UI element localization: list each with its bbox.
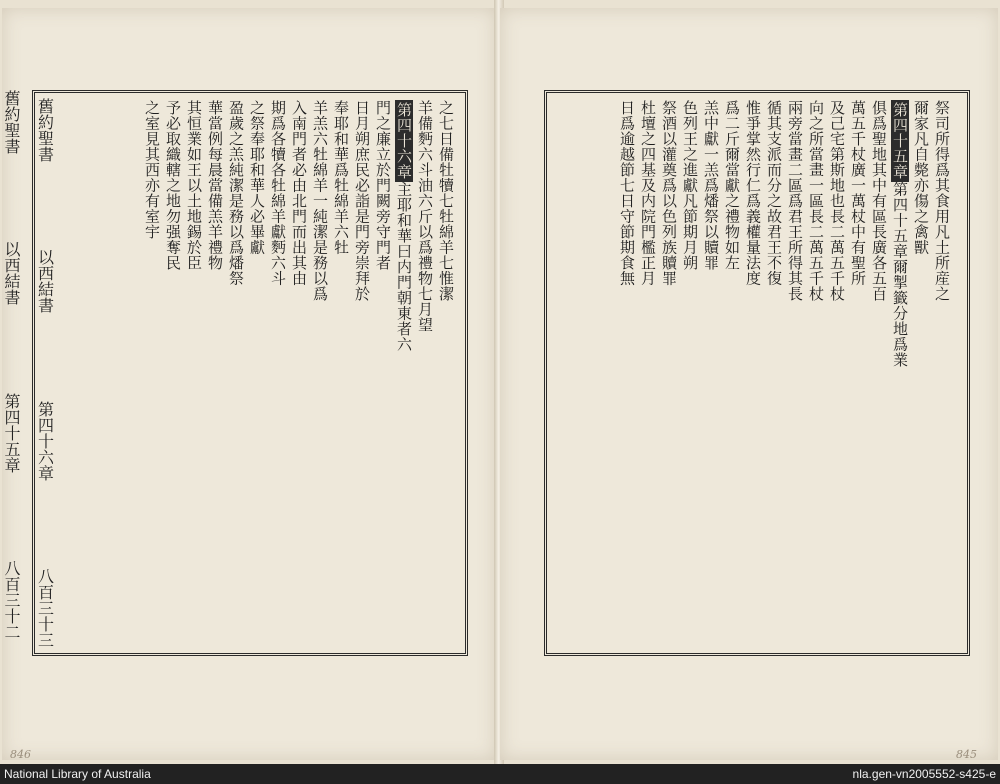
text-column: 杜壇之四基及内院門檻正月 <box>639 100 657 286</box>
left-page-number: 八百三十三 <box>35 567 55 648</box>
right-margin-column <box>0 90 23 640</box>
text-column: 盈歲之羔純潔是務以爲燔祭 <box>227 100 245 286</box>
text-column: 羔中獻一羔爲燔祭以贖罪 <box>702 100 720 271</box>
right-chapter-label: 第四十五章 <box>2 392 21 473</box>
text-column: 門之廉立於門闕旁守門者 <box>374 100 392 271</box>
left-chapter-label: 第四十六章 <box>35 400 55 481</box>
text-column: 祭酒以灌奠爲以色列族贖罪 <box>660 100 678 286</box>
text-column: 之室見其西亦有室宇 <box>143 100 161 240</box>
text-column: 循其支派而分之故君王不復 <box>765 100 783 286</box>
pencil-page-note: 846 <box>10 748 31 761</box>
text-column: 萬五千杖廣一萬杖中有聖所 <box>849 100 867 286</box>
text-column: 華當例每晨當備羔羊禮物 <box>206 100 224 271</box>
text-column: 爾家凡自斃亦傷之禽獸 <box>912 100 930 255</box>
left-page <box>2 8 496 760</box>
chapter-marker: 第四十五章 <box>891 102 909 180</box>
right-text-block <box>592 100 952 640</box>
text-column: 向之所當畫一區長二萬五千杖 <box>807 100 825 302</box>
right-page <box>500 8 998 760</box>
right-section-title: 以西結書 <box>2 241 21 306</box>
text-column: 羊備麪六斗油六斤以爲禮物七月望 <box>416 100 434 333</box>
text-column: 其恒業如王以土地錫於臣 <box>185 100 203 271</box>
right-book-title: 舊約聖書 <box>2 90 21 154</box>
record-identifier: nla.gen-vn2005552-s425-e <box>852 767 996 781</box>
text-column: 之祭奉耶和華人必畢獻 <box>248 100 266 255</box>
text-column: 祭司所得爲其食用凡土所産之 <box>933 100 951 302</box>
left-text-block <box>64 100 456 640</box>
text-column: 羊羔六牡綿羊一純潔是務以爲 <box>311 100 329 302</box>
text-column: 爲二斤爾當獻之禮物如左 <box>723 100 741 271</box>
text-column: 兩旁當畫二區爲君王所得其長 <box>786 100 804 302</box>
text-column: 期爲各犢各牡綿羊獻麪六斗 <box>269 100 287 286</box>
text-column: 及己宅第斯地也長二萬五千杖 <box>828 100 846 302</box>
text-column: 日月朔庶民必詣是門旁崇拜於 <box>353 100 371 302</box>
left-margin-column <box>34 98 56 648</box>
text-column: 奉耶和華爲牡綿羊六牡 <box>332 100 350 255</box>
text-column: 第四十六章主耶和華曰内門朝東者六 <box>395 102 413 352</box>
source-footer <box>0 764 1000 784</box>
text-column: 第四十五章第四十五章爾掣籤分地爲業 <box>891 102 909 368</box>
text-column: 入南門者必由北門而出其由 <box>290 100 308 286</box>
text-column: 惟爭掌然行仁爲義權量法度 <box>744 100 762 286</box>
left-section-title: 以西結書 <box>35 249 55 314</box>
text-column: 予必取織轄之地勿强奪民 <box>164 100 182 271</box>
text-column: 俱爲聖地其中有區長廣各五百 <box>870 100 888 302</box>
pencil-page-note: 845 <box>956 748 977 761</box>
text-column: 日爲逾越節七日守節期食無 <box>618 100 636 286</box>
text-column: 色列王之進獻凡節期月朔 <box>681 100 699 271</box>
text-column: 之七日備牡犢七牡綿羊七惟潔 <box>437 100 455 302</box>
left-book-title: 舊約聖書 <box>35 98 55 162</box>
library-credit: National Library of Australia <box>4 767 151 781</box>
right-page-number: 八百三十二 <box>2 559 21 640</box>
chapter-marker: 第四十六章 <box>395 102 413 180</box>
